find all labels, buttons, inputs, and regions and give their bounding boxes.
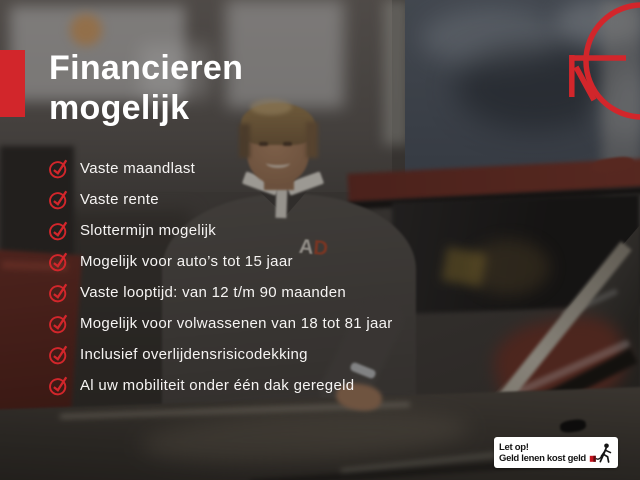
benefit-label: Vaste maandlast xyxy=(80,160,196,177)
list-item xyxy=(48,277,393,308)
check-circle-icon xyxy=(47,157,70,180)
check-circle-icon xyxy=(47,312,70,335)
check-circle-icon xyxy=(47,374,70,397)
benefit-label: Vaste rente xyxy=(80,191,159,208)
benefit-label: Vaste looptijd: van 12 t/m 90 maanden xyxy=(80,284,346,301)
list-item xyxy=(48,370,393,401)
benefit-label: Inclusief overlijdensrisicodekking xyxy=(80,346,308,363)
warning-title: Let op! xyxy=(499,441,529,453)
list-item xyxy=(48,215,393,246)
title-line-1: Financieren xyxy=(49,49,244,87)
title-line-2: mogelijk xyxy=(49,89,190,127)
list-item xyxy=(48,184,393,215)
page-title xyxy=(49,48,243,128)
brand-arc-arrow-logo-icon xyxy=(566,0,640,126)
list-item xyxy=(48,308,393,339)
money-burden-walking-figure-icon xyxy=(589,443,615,463)
benefits-list xyxy=(48,153,393,401)
list-item xyxy=(48,339,393,370)
check-circle-icon xyxy=(47,343,70,366)
benefit-label: Al uw mobiliteit onder één dak geregeld xyxy=(80,377,355,394)
credit-warning-text xyxy=(499,442,586,464)
benefit-label: Mogelijk voor auto’s tot 15 jaar xyxy=(80,253,293,270)
badge-letter-d: D xyxy=(312,237,329,261)
warning-subtitle: Geld lenen kost geld xyxy=(499,452,586,464)
check-circle-icon xyxy=(47,188,70,211)
check-circle-icon xyxy=(47,281,70,304)
benefit-label: Slottermijn mogelijk xyxy=(80,222,217,239)
red-accent-block xyxy=(0,50,25,117)
badge-letter-a: A xyxy=(298,235,315,259)
check-circle-icon xyxy=(47,219,70,242)
check-circle-icon xyxy=(47,250,70,273)
list-item xyxy=(48,153,393,184)
credit-warning-badge xyxy=(494,437,618,468)
benefit-label: Mogelijk voor volwassenen van 18 tot 81 jaar xyxy=(80,315,393,332)
list-item xyxy=(48,246,393,277)
